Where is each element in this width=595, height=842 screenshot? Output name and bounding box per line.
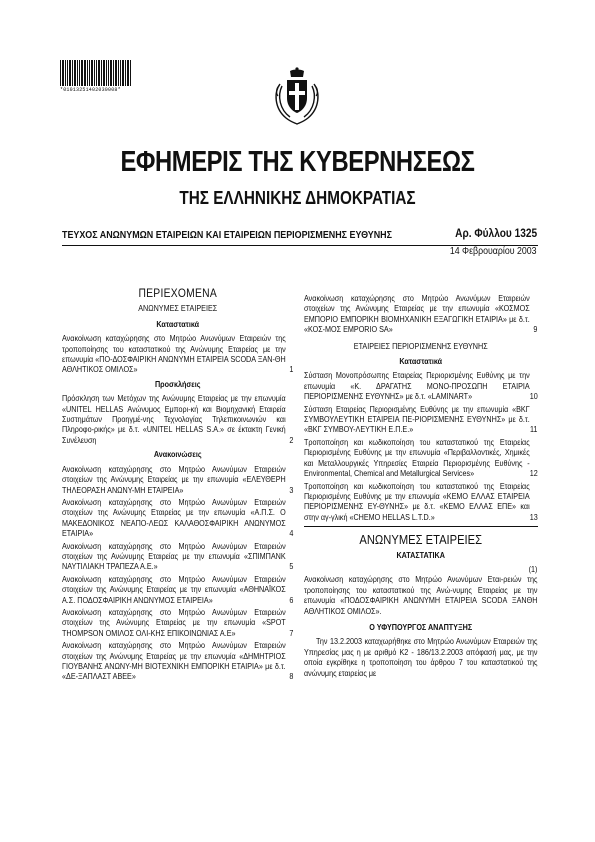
contents-title: ΠΕΡΙΕΧΟΜΕΝΑ xyxy=(138,286,217,300)
barcode-number: *01013251402030008* xyxy=(60,87,121,93)
contents-sub-katastatika-epe: Καταστατικά xyxy=(399,356,443,367)
gazette-title: ΕΦΗΜΕΡΙΣ ΤΗΣ ΚΥΒΕΡΝΗΣΕΩΣ xyxy=(120,146,475,178)
greek-coat-of-arms-emblem xyxy=(272,66,322,126)
subsection-title: ΚΑΤΑΣΤΑΤΙΚΑ xyxy=(396,549,445,560)
contents-entry[interactable]: Ανακοίνωση καταχώρησης στο Μητρώο Ανωνύμων Εταιρειών στοιχείων της Ανώνυμης Εταιρείας με την επωνυμία «ΣΠΙΜΠΑΝΚ ΝΑΥΤΙΛΙΑΚΗ ΤΡΑΠΕΖΑ Α.Ε.» 5 xyxy=(62,540,294,572)
minister-title: Ο ΥΦΥΠΟΥΡΓΟΣ ΑΝΑΠΤΥΞΗΣ xyxy=(369,621,473,632)
contents-entry[interactable]: Ανακοίνωση καταχώρησης στο Μητρώο Ανωνύμων Εταιρειών στοιχείων της Ανώνυμης Εταιρείας με την επωνυμία «ΚΟΣΜΟΣ ΕΜΠΟΡΙΟ ΕΜΠΟΡΙΚΗ ΒΙΟΜΗΧΑΝΙΚΗ ΕΞΑΓΩΓΙΚΗ ΕΤΑΙΡΙΑ» με δ.τ. «ΚΟΣ-ΜΟΣ EMPORIO SA» 9 xyxy=(304,293,538,335)
issue-date: 14 Φεβρουαρίου 2003 xyxy=(450,246,537,257)
contents-section-ae: ΑΝΩΝΥΜΕΣ ΕΤΑΙΡΕΙΕΣ xyxy=(138,303,218,314)
contents-entry[interactable]: Τροποποίηση και κωδικοποίηση του καταστατικού της Εταιρείας Περιορισμένης Ευθύνης με την επωνυμία «Περιβαλλοντικές, Χημικές και Μεταλλουργικές Υπηρεσίες Εταιρεία Περιορισμένης Ευθύνης - Environmental, Chemical and Metallurgical Services» 12 xyxy=(304,436,538,479)
contents-entry[interactable]: Ανακοίνωση καταχώρησης στο Μητρώο Ανωνύμων Εταιρειών στοιχείων της Ανώνυμης Εταιρείας με την επωνυμία «ΕΛΕΥΘΕΡΗ ΤΗΛΕΟΡΑΣΗ ΑΝΩΝΥ-ΜΗ ΕΤΑΙΡΕΙΑ» 3 xyxy=(62,463,294,495)
contents-section-epe: ΕΤΑΙΡΕΙΕΣ ΠΕΡΙΟΡΙΣΜΕΝΗΣ ΕΥΘΥΝΗΣ xyxy=(353,340,488,351)
contents-column xyxy=(62,288,294,684)
contents-entry[interactable]: Σύσταση Εταιρείας Περιορισμένης Ευθύνης με την επωνυμία «ΒΚΓ ΣΥΜΒΟΥΛΕΥΤΙΚΗ ΕΤΑΙΡΕΙΑ ΠΕ-ΡΙΟΡΙΣΜΕΝΗΣ ΕΥΘΥΝΗΣ» με δ.τ. «ΒΚΓ ΣΥΜΒΟΥ-ΛΕΥΤΙΚΗ Ε.Π.Ε.» 11 xyxy=(304,403,538,435)
right-column xyxy=(304,293,538,678)
section-divider xyxy=(304,526,538,527)
contents-entry[interactable]: Ανακοίνωση καταχώρησης στο Μητρώο Ανωνύμων Εταιρειών της τροποποίησης του καταστατικού της Ανώνυμης Εταιρείας με την επωνυμία «ΠΟ-ΔΟΣΦΑΙΡΙΚΗ ΑΝΩΝΥΜΗ ΕΤΑΙΡΕΙΑ SCODA ΞΑΝ-ΘΗ ΑΘΛΗΤΙΚΟΣ ΟΜΙΛΟΣ» 1 xyxy=(62,333,294,375)
contents-sub-proskliseis: Προσκλήσεις xyxy=(154,378,201,389)
contents-sub-katastatika: Καταστατικά xyxy=(156,318,200,329)
item-number: (1) xyxy=(528,563,538,574)
announcement-heading: Ανακοίνωση καταχώρησης στο Μητρώο Ανωνύμων Εται-ρειών της τροποποίησης του καταστατικού της Ανώ-νυμης Εταιρείας με την επωνυμία «ΠΟΔΟΣΦΑΙΡΙΚΗ ΑΝΩΝΥΜΗ ΕΤΑΙΡΕΙΑ SCODA ΞΑΝΘΗ ΑΘΛΗΤΙΚΟΣ ΟΜΙΛΟΣ». xyxy=(304,574,538,616)
contents-entry[interactable]: Σύσταση Μονοπρόσωπης Εταιρείας Περιορισμένης Ευθύνης με την επωνυμία «Κ. ΔΡΑΓΑΤΗΣ ΜΟΝΟ-ΠΡΟΣΩΠΗ ΕΤΑΙΡΙΑ ΠΕΡΙΟΡΙΣΜΕΝΗΣ ΕΥΘΥΝΗΣ» με δ.τ. «LAMINART» 10 xyxy=(304,370,538,402)
contents-entry[interactable]: Ανακοίνωση καταχώρησης στο Μητρώο Ανωνύμων Εταιρειών στοιχείων της Ανώνυμης Εταιρείας με την επωνυμία «Α.Π.Σ. Ο ΜΑΚΕΔΟΝΙΚΟΣ ΝΕΑΠΟ-ΛΕΩΣ ΚΑΛΑΘΟΣΦΑΙΡΙΚΗ ΑΝΩΝΥΜΟΣ ΕΤΑΙΡΙΑ» 4 xyxy=(62,496,294,539)
section-title: ΑΝΩΝΥΜΕΣ ΕΤΑΙΡΕΙΕΣ xyxy=(359,532,483,548)
sheet-number: Αρ. Φύλλου 1325 xyxy=(455,228,537,240)
contents-sub-anakoinoseis: Ανακοινώσεις xyxy=(153,449,202,460)
issue-type: ΤΕΥΧΟΣ ΑΝΩΝΥΜΩΝ ΕΤΑΙΡΕΙΩΝ ΚΑΙ ΕΤΑΙΡΕΙΩΝ ΠΕΡΙΟΡΙΣΜΕΝΗΣ ΕΥΘΥΝΗΣ xyxy=(62,229,392,241)
contents-entry[interactable]: Ανακοίνωση καταχώρησης στο Μητρώο Ανωνύμων Εταιρειών στοιχείων της Ανώνυμης Εταιρείας με την επωνυμία «ΑΘΗΝΑΪΚΟΣ Α.Σ. ΠΟΔΟΣΦΑΙΡΙΚΗ ΑΝΩΝΥΜΟΣ ΕΤΑΙΡΕΙΑ» 6 xyxy=(62,573,294,605)
body-paragraph: Την 13.2.2003 καταχωρήθηκε στο Μητρώο Ανωνύμων Εταιρειών της Υπηρεσίας μας η με αριθμό Κ2 - 186/13.2.2003 απόφασή μας, με την οποία εγκρίθηκε η τροποποίηση του άρθρου 7 του καταστατικού της ανώνυμης εταιρείας με xyxy=(304,636,538,678)
contents-entry[interactable]: Ανακοίνωση καταχώρησης στο Μητρώο Ανωνύμων Εταιρειών στοιχείων της Ανώνυμης Εταιρείας με την επωνυμία «SPOT THOMPSON ΟΜΙΛΟΣ ΟΛΙ-ΚΗΣ ΕΠΙΚΟΙΝΩΝΙΑΣ Α.Ε» 7 xyxy=(62,606,294,638)
barcode xyxy=(60,60,132,86)
contents-entry[interactable]: Πρόσκληση των Μετόχων της Ανώνυμης Εταιρείας με την επωνυμία «UNITEL HELLAS Ανώνυμος Εμπορι-κή και Βιομηχανική Εταιρεία Συστημάτων Προηγμέ-νης Τεχνολογίας Τηλεπικοινωνιών και Πληροφο-ρικής» με δ.τ. «UNITEL HELLAS S.A.» σε έκτακτη Γενική Συνέλευση 2 xyxy=(62,393,294,445)
contents-entry[interactable]: Ανακοίνωση καταχώρησης στο Μητρώο Ανωνύμων Εταιρειών στοιχείων της Ανώνυμης Εταιρείας με την επωνυμία «ΔΗΜΗΤΡΙΟΣ ΓΙΟΥΒΑΝΗΣ ΑΝΩΝΥ-ΜΗ ΒΙΟΤΕΧΝΙΚΗ ΕΜΠΟΡΙΚΗ ΕΤΑΙΡΙΑ» με δ.τ. «ΔΕ-ΞΑΠΛΑΣΤ ΑΒΕΕ» 8 xyxy=(62,640,294,682)
gazette-subtitle: ΤΗΣ ΕΛΛΗΝΙΚΗΣ ΔΗΜΟΚΡΑΤΙΑΣ xyxy=(179,188,416,208)
contents-entry[interactable]: Τροποποίηση και κωδικοποίηση του καταστατικού της Εταιρείας Περιορισμένης Ευθύνης με την επωνυμία «ΚΕΜΟ ΕΛΛΑΣ ΕΤΑΙΡΕΙΑ ΠΕΡΙΟΡΙΣΜΕΝΗΣ ΕΥ-ΘΥΝΗΣ» με δ.τ. «ΚΕΜΟ ΕΛΛΑΣ ΕΠΕ» και στην αγ-γλική «CHEMO HELLAS L.T.D.» 13 xyxy=(304,480,538,522)
